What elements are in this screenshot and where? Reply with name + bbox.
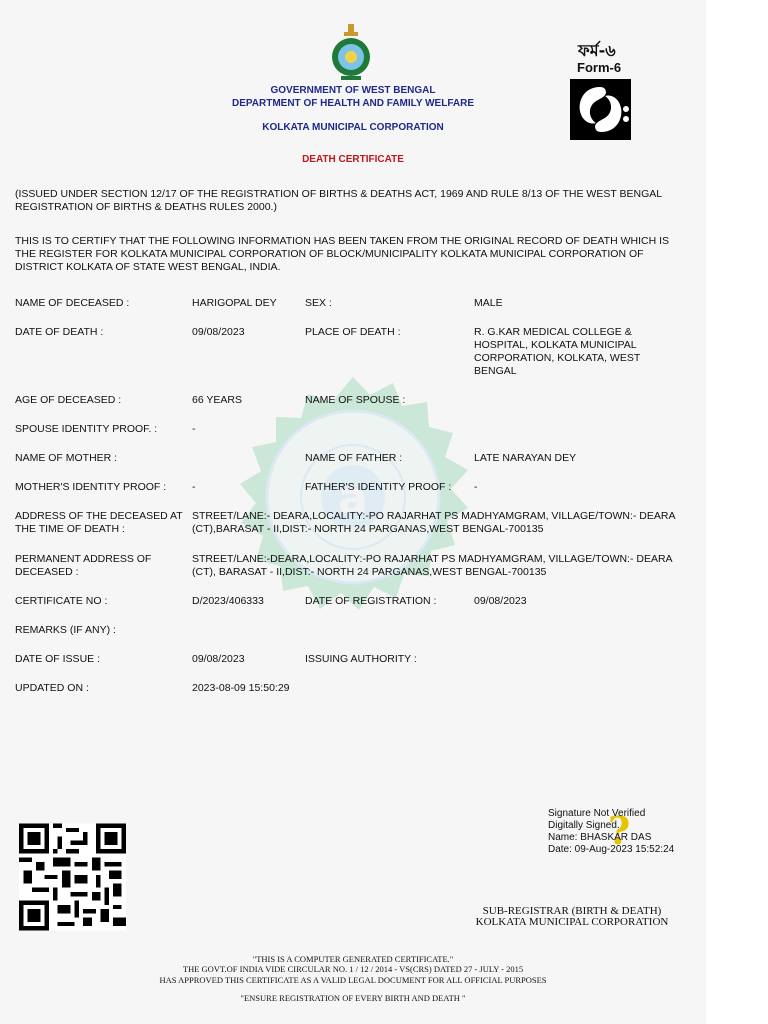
name-label: NAME OF DECEASED : <box>15 297 130 309</box>
spouse-id-label: SPOUSE IDENTITY PROOF. : <box>15 423 158 435</box>
certificate-no-value: D/2023/406333 <box>192 595 264 607</box>
signature-digitally-signed: Digitally Signed. <box>548 820 620 831</box>
certificate-title: DEATH CERTIFICATE <box>302 154 404 165</box>
spouse-id-value: - <box>192 423 196 435</box>
qr-code <box>19 822 126 932</box>
footer-valid-document: HAS APPROVED THIS CERTIFICATE AS A VALID LEGAL DOCUMENT FOR ALL OFFICIAL PURPOSES <box>159 975 547 985</box>
address-at-death-label: ADDRESS OF THE DECEASED AT THE TIME OF DEATH : <box>15 510 183 535</box>
spouse-name-label: NAME OF SPOUSE : <box>305 394 406 406</box>
place-of-death-value: R. G.KAR MEDICAL COLLEGE & HOSPITAL, KOLKATA MUNICIPAL CORPORATION, KOLKATA, WEST BENGAL <box>474 326 641 377</box>
digital-signature-block <box>548 808 674 856</box>
date-of-death-label: DATE OF DEATH : <box>15 326 104 338</box>
issue-date-label: DATE OF ISSUE : <box>15 653 100 665</box>
issue-date-value: 09/08/2023 <box>192 653 245 665</box>
west-bengal-emblem-icon <box>331 24 371 82</box>
sub-registrar-corp: KOLKATA MUNICIPAL CORPORATION <box>475 916 669 928</box>
department-name: DEPARTMENT OF HEALTH AND FAMILY WELFARE <box>231 98 475 109</box>
place-of-death-label: PLACE OF DEATH : <box>305 326 401 338</box>
kmc-seal-watermark <box>228 375 478 625</box>
mother-id-value: - <box>192 481 196 493</box>
age-value: 66 YEARS <box>192 394 243 406</box>
signature-status: Signature Not Verified <box>548 808 646 819</box>
sex-value: MALE <box>474 297 503 309</box>
address-at-death-value: STREET/LANE:- DEARA,LOCALITY:-PO RAJARHAT PS MADHYAMGRAM, VILLAGE/TOWN:- DEARA (CT),BARASAT - II,DIST:- NORTH 24 PARGANAS,WEST BENGAL-700135 <box>192 510 675 535</box>
footer-computer-generated: "THIS IS A COMPUTER GENERATED CERTIFICATE." <box>252 954 454 964</box>
certificate-no-label: CERTIFICATE NO : <box>15 595 108 607</box>
government-name: GOVERNMENT OF WEST BENGAL <box>270 85 436 96</box>
form-number-bengali: ফর্ম-৬ <box>578 41 616 60</box>
updated-on-value: 2023-08-09 15:50:29 <box>192 682 290 694</box>
signature-date: Date: 09-Aug-2023 15:52:24 <box>548 844 675 855</box>
issuing-authority-label: ISSUING AUTHORITY : <box>305 653 417 665</box>
signature-unverified-icon: ? <box>608 808 631 853</box>
father-name-value: LATE NARAYAN DEY <box>474 452 577 464</box>
permanent-address-label: PERMANENT ADDRESS OF DECEASED : <box>15 553 152 578</box>
registration-date-label: DATE OF REGISTRATION : <box>305 595 437 607</box>
registration-date-value: 09/08/2023 <box>474 595 527 607</box>
footer-ensure-registration: "ENSURE REGISTRATION OF EVERY BIRTH AND DEATH " <box>240 993 466 1003</box>
permanent-address-value: STREET/LANE:-DEARA,LOCALITY:-PO RAJARHAT PS MADHYAMGRAM, VILLAGE/TOWN:- DEARA (CT), BARASAT - II,DIST:- NORTH 24 PARGANAS,WEST BENGAL-700135 <box>192 553 672 578</box>
footer-circular: THE GOVT.OF INDIA VIDE CIRCULAR NO. 1 / 12 / 2014 - VS(CRS) DATED 27 - JULY - 2015 <box>182 964 524 974</box>
form-number: Form-6 <box>577 60 622 75</box>
father-id-value: - <box>474 481 478 493</box>
mother-id-label: MOTHER'S IDENTITY PROOF : <box>15 481 167 493</box>
signature-name: Name: BHASKAR DAS <box>548 832 652 843</box>
age-label: AGE OF DECEASED : <box>15 394 122 406</box>
name-value: HARIGOPAL DEY <box>192 297 277 309</box>
date-of-death-value: 09/08/2023 <box>192 326 245 338</box>
certify-text: THIS IS TO CERTIFY THAT THE FOLLOWING INFORMATION HAS BEEN TAKEN FROM THE ORIGINAL RECORD OF DEATH WHICH IS THE REGISTER FOR KOLKATA MUNICIPAL CORPORATION OF BLOCK/MUNICIPALITY KOLKATA MUNICIPAL CORPORATION OF DISTRICT KOLKATA OF STATE WEST BENGAL, INDIA. <box>15 235 669 273</box>
corporation-name: KOLKATA MUNICIPAL CORPORATION <box>262 122 444 133</box>
father-name-label: NAME OF FATHER : <box>305 452 403 464</box>
remarks-label: REMARKS (IF ANY) : <box>15 624 116 636</box>
updated-on-label: UPDATED ON : <box>15 682 89 694</box>
svg-text:a: a <box>338 473 368 524</box>
issued-under-text: (ISSUED UNDER SECTION 12/17 OF THE REGISTRATION OF BIRTHS & DEATHS ACT, 1969 AND RULE 8/13 OF THE WEST BENGAL REGISTRATION OF BIRTHS & DEATHS RULES 2000.) <box>15 188 662 213</box>
sub-registrar-title: SUB-REGISTRAR (BIRTH & DEATH) <box>482 905 662 917</box>
sex-label: SEX : <box>305 297 332 309</box>
crs-logo-icon <box>570 79 631 140</box>
father-id-label: FATHER'S IDENTITY PROOF : <box>305 481 452 493</box>
mother-name-label: NAME OF MOTHER : <box>15 452 118 464</box>
